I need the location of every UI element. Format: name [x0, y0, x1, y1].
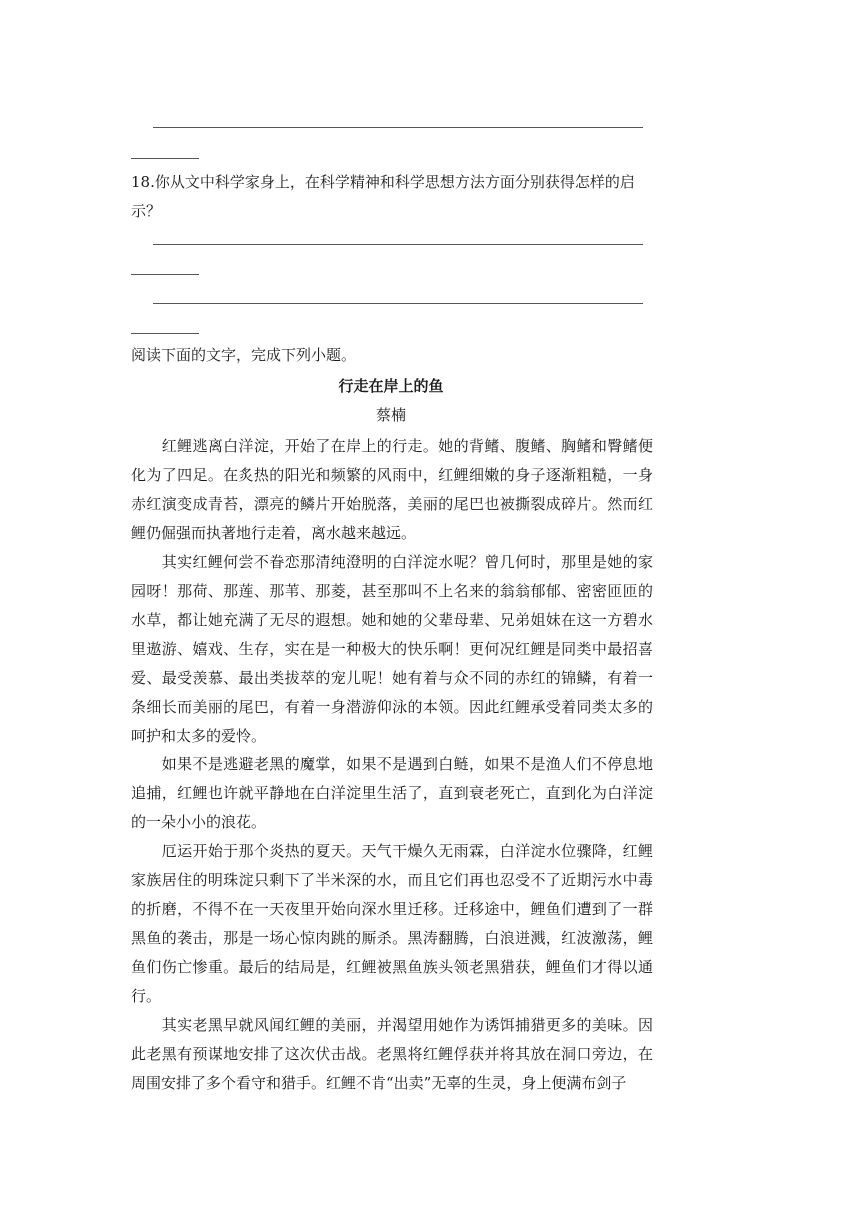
article-title: 行走在岸上的鱼: [338, 377, 444, 395]
answer-line: [153, 244, 643, 245]
paragraph-line: 家族居住的明珠淀只剩下了半米深的水，而且它们再也忍受不了近期污水中毒: [131, 871, 653, 889]
paragraph-line: 条细长而美丽的尾巴，有着一身潜游仰泳的本领。因此红鲤承受着同类太多的: [131, 698, 653, 716]
paragraph-line: 里遨游、嬉戏、生存，实在是一种极大的快乐啊！更何况红鲤是同类中最招喜: [131, 640, 653, 658]
paragraph-line: 的折磨，不得不在一天夜里开始向深水里迁移。迁移途中，鲤鱼们遭到了一群: [131, 900, 653, 918]
paragraph-line: 赤红演变成青苔，漂亮的鳞片开始脱落，美丽的尾巴也被撕裂成碎片。然而红: [131, 495, 653, 513]
article-paragraph: [131, 1011, 653, 1098]
paragraph-line: 如果不是逃避老黑的魔掌，如果不是遇到白鲢，如果不是渔人们不停息地: [131, 755, 653, 773]
paragraph-line: 黑鱼的袭击，那是一场心惊肉跳的厮杀。黑涛翻腾，白浪迸溅，红波激荡，鲤: [131, 929, 653, 947]
paragraph-line: 此老黑有预谋地安排了这次伏击战。老黑将红鲤俘获并将其放在洞口旁边，在: [131, 1045, 653, 1063]
article-paragraph: [131, 432, 653, 548]
paragraph-line: 红鲤逃离白洋淀，开始了在岸上的行走。她的背鳍、腹鳍、胸鳍和臀鳍便: [131, 437, 653, 455]
paragraph-line: 其实老黑早就风闻红鲤的美丽，并渴望用她作为诱饵捕猎更多的美味。因: [131, 1016, 653, 1034]
paragraph-line: 鲤仍倔强而执著地行走着，离水越来越远。: [131, 524, 417, 542]
paragraph-line: 其实红鲤何尝不眷恋那清纯澄明的白洋淀水呢？曾几何时，那里是她的家: [131, 553, 653, 571]
paragraph-line: 水草，都让她充满了无尽的遐想。她和她的父辈母辈、兄弟姐妹在这一方碧水: [131, 611, 653, 629]
article-paragraph: [131, 548, 653, 751]
reading-instruction: 阅读下面的文字，完成下列小题。: [131, 346, 357, 364]
question-18-line-1: 18.你从文中科学家身上，在科学精神和科学思想方法方面分别获得怎样的启: [131, 173, 635, 191]
paragraph-line: 周围安排了多个看守和猎手。红鲤不肯“出卖”无辜的生灵，身上便满布剑子: [131, 1074, 627, 1092]
article-paragraph: [131, 837, 653, 1011]
question-18-line-2: 示？: [131, 202, 162, 220]
paragraph-line: 行。: [131, 987, 162, 1005]
paragraph-line: 追捕，红鲤也许就平静地在白洋淀里生活了，直到衰老死亡，直到化为白洋淀: [131, 784, 653, 802]
paragraph-line: 鱼们伤亡惨重。最后的结局是，红鲤被黑鱼族头领老黑猎获，鲤鱼们才得以通: [131, 958, 653, 976]
article-author: 蔡楠: [375, 406, 406, 424]
answer-line: [131, 158, 199, 159]
paragraph-line: 呵护和太多的爱怜。: [131, 727, 267, 745]
paragraph-line: 的一朵小小的浪花。: [131, 813, 267, 831]
answer-line: [131, 333, 199, 334]
answer-line: [153, 303, 643, 304]
answer-line: [131, 274, 199, 275]
paragraph-line: 爱、最受羡慕、最出类拔萃的宠儿呢！她有着与众不同的赤红的锦鳞，有着一: [131, 669, 653, 687]
paragraph-line: 化为了四足。在炙热的阳光和频繁的风雨中，红鲤细嫩的身子逐渐粗糙，一身: [131, 466, 653, 484]
answer-line: [153, 127, 643, 128]
paragraph-line: 园呀！那荷、那莲、那苇、那菱，甚至那叫不上名来的翁翁郁郁、密密匝匝的: [131, 582, 653, 600]
paragraph-line: 厄运开始于那个炎热的夏天。天气干燥久无雨霖，白洋淀水位骤降，红鲤: [131, 842, 653, 860]
article-paragraph: [131, 750, 653, 837]
